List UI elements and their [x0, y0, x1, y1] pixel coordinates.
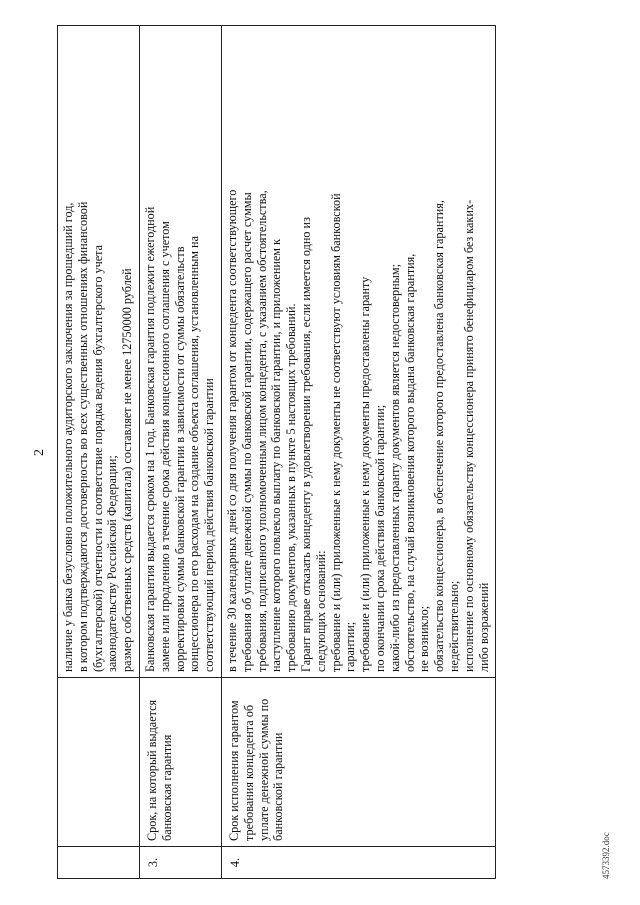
description-line: (бухгалтерской) отчетности и соответствие порядка ведения бухгалтерского учета — [90, 244, 105, 672]
description-line: Банковская гарантия выдается сроком на 1 год. Банковская гарантия подлежит ежегодной — [142, 206, 157, 672]
description-line: требования об уплате денежной суммы по банковской гарантии, содержащего расчет суммы — [239, 192, 254, 672]
description-line: законодательству Российской Федерации; — [105, 455, 120, 672]
row-description — [221, 26, 495, 678]
description-line: в котором подтверждаются достоверность во всех существенных отношениях финансовой — [75, 201, 90, 672]
row-title — [58, 678, 140, 847]
row-title: Срок, на который выдается банковская гарантия — [139, 678, 221, 847]
description-line: Гарант вправе отказать концеденту в удовлетворении требования, если имеется одно из — [298, 217, 313, 672]
description-line: соответствующий период действия банковской гарантии — [202, 378, 217, 672]
description-line: обстоятельство, на случай возникновения которого выдана банковская гарантия, — [402, 253, 417, 672]
rotated-page — [26, 26, 614, 879]
description-line: требование и (или) приложенные к нему документы не соответствуют условиям банковской — [328, 193, 343, 672]
description-line: наступление которого повлекло выплату по банковской гарантии, и приложением к — [269, 239, 284, 672]
table-row — [139, 26, 221, 879]
row-number — [58, 847, 140, 879]
description-line: либо возражений — [476, 582, 491, 672]
table-row — [221, 26, 495, 879]
description-line: по окончании срока действия банковской гарантии; — [372, 404, 387, 672]
description-line: наличие у банка безусловно положительного аудиторского заключения за прошедший год, — [61, 202, 75, 672]
description-line: гарантии; — [343, 621, 358, 672]
page-number: 2 — [32, 449, 47, 456]
description-line: требование и (или) приложенные к нему документы предоставлены гаранту — [358, 276, 373, 672]
row-number: 4. — [221, 847, 495, 879]
description-line: требования, подписанного уполномоченным лицом концедента, с указанием обстоятельства, — [254, 190, 269, 672]
description-line: обязательство концессионера, в обеспечение которого предоставлена банковская гарантия, — [432, 200, 447, 672]
row-description — [139, 26, 221, 678]
description-line: не возникло; — [417, 605, 432, 672]
description-line: концессионера по его расходам на создание объекта соглашения, установленным на — [187, 236, 202, 672]
requirements-table — [57, 25, 496, 879]
row-number: 3. — [139, 847, 221, 879]
description-line: корректировки суммы банковской гарантии в зависимости от суммы обязательств — [172, 246, 187, 672]
description-line: в течение 30 календарных дней со дня получения гарантом от концедента соответствующего — [224, 189, 239, 672]
description-line: какой-либо из предоставленных гаранту документов является недостоверным; — [387, 264, 402, 672]
description-line: недействительно; — [446, 580, 461, 672]
row-title: Срок исполнения гарантом требования концедента об уплате денежной суммы по банковской гарантии — [221, 678, 495, 847]
description-line: следующих оснований: — [313, 550, 328, 672]
table-row — [58, 26, 140, 879]
description-line: требованию документов, указанных в пункте 5 настоящих требований. — [284, 303, 299, 672]
row-description — [58, 26, 140, 678]
description-line: замене или продлению в течение срока действия концессионного соглашения с учетом — [157, 221, 172, 672]
document-filename: 4573392.doc — [601, 832, 611, 879]
description-line: размер собственных средств (капитала) составляет не менее 12750000 рублей — [120, 268, 135, 672]
description-line: исполнение по основному обязательству концессионера принято бенефициаром без каких- — [461, 199, 476, 672]
